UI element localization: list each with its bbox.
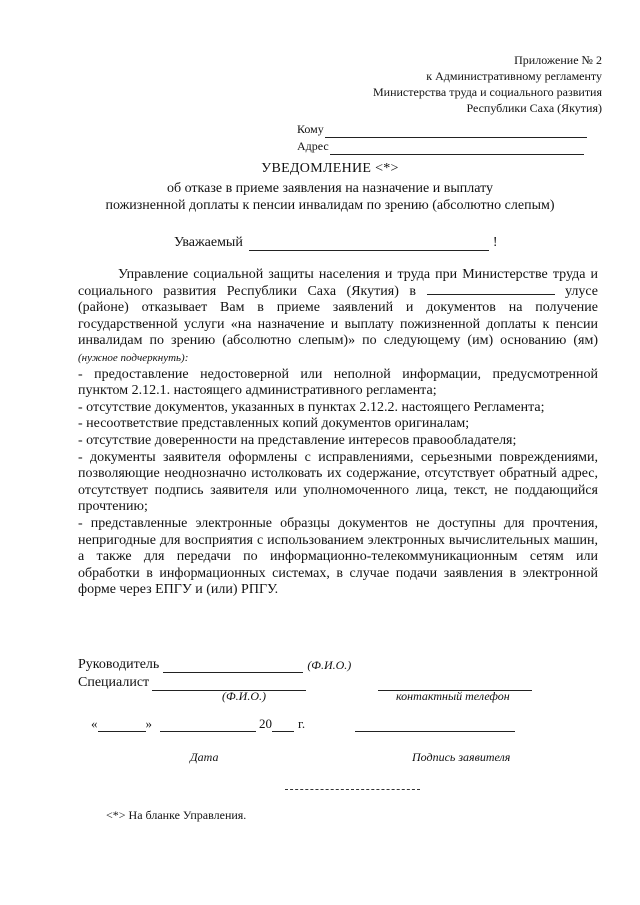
recipient-block — [297, 121, 587, 155]
signature-section — [78, 655, 598, 691]
date-month-line — [160, 719, 256, 732]
recipient-to-line — [325, 125, 587, 138]
reason-item: - несоответствие представленных копий документов оригиналам; — [78, 416, 470, 432]
date-close-quote: » — [145, 716, 152, 731]
notice-title-block — [60, 160, 600, 214]
appendix-header — [373, 52, 602, 116]
applicant-signature-line — [355, 719, 515, 732]
appendix-header-line: Министерства труда и социального развития — [372, 85, 602, 99]
appendix-header-line: Приложение № 2 — [514, 53, 602, 67]
specialist-label: Специалист — [78, 675, 150, 690]
recipient-address-label: Адрес — [297, 139, 329, 153]
intro-paragraph — [78, 267, 598, 367]
greeting-exclamation: ! — [492, 235, 498, 250]
recipient-address-line — [330, 142, 584, 155]
reason-item: - отсутствие доверенности на представление интересов правообладателя; — [78, 432, 517, 448]
recipient-to-row — [297, 121, 587, 138]
reason-item: - предоставление недостоверной или неполной информации, предусмотренной пунктом 2.12.1. настоящего административного регламента; — [78, 366, 598, 399]
appendix-header-line: Республики Саха (Якутия) — [466, 101, 602, 115]
date-year-suffix: г. — [298, 716, 306, 731]
notice-body — [78, 267, 598, 599]
separator-line — [285, 789, 420, 790]
recipient-address-row — [297, 138, 587, 155]
notice-title: УВЕДОМЛЕНИЕ <*> — [261, 161, 399, 176]
reason-item: - представленные электронные образцы документов не доступны для прочтения, непригодные для восприятия с использованием электронных вычислительных машин, а также для передачи по информационно-телекоммуникационным сетям или обработки в информационных системах, в случае подачи заявления в электронной форме через ЕПГУ и (или) РПГУ. — [78, 515, 598, 598]
specialist-fio-caption: (Ф.И.О.) — [222, 689, 266, 703]
date-caption: Дата — [190, 750, 219, 764]
date-year-line — [272, 719, 294, 732]
greeting — [174, 235, 498, 251]
date-day-line — [98, 719, 146, 732]
date-year-prefix: 20 — [259, 716, 272, 731]
head-fio-caption: (Ф.И.О.) — [307, 658, 352, 672]
reason-item: - документы заявителя оформлены с исправлениями, серьезными повреждениями, позволяющие неоднозначно истолковать их содержание, отсутствует обратный адрес, отсутствует подпись заявителя или уполномоченного лица, текст, не поддающийся прочтению; — [78, 449, 598, 515]
applicant-signature-caption: Подпись заявителя — [412, 750, 511, 764]
specialist-signature-row — [78, 673, 598, 691]
head-signature-row — [78, 655, 598, 673]
date-row — [91, 716, 515, 732]
intro-text-part1: Управление социальной защиты населения и труда при Министерстве труда и социального развития Республики Саха (Якутия) в — [78, 267, 598, 299]
head-label: Руководитель — [78, 657, 160, 672]
intro-text-part2: улусе (районе) отказывает Вам в приеме заявлений и документов на получение государственной услуги «на назначение и выплату пожизненной доплаты к пенсии инвалидам по зрению (абсолютно слепым)» по следующему (им) основанию (ям) — [78, 283, 598, 349]
greeting-label: Уважаемый — [174, 235, 243, 250]
greeting-name-line — [249, 237, 489, 251]
notice-subtitle-line: об отказе в приеме заявления на назначение и выплату — [166, 181, 494, 196]
footnote: <*> На бланке Управления. — [106, 808, 247, 822]
appendix-header-line: к Административному регламенту — [426, 69, 602, 83]
notice-subtitle-line: пожизненной доплаты к пенсии инвалидам по зрению (абсолютно слепым) — [105, 198, 555, 213]
date-open-quote: « — [91, 716, 98, 731]
head-signature-line — [163, 660, 303, 673]
reason-item: - отсутствие документов, указанных в пунктах 2.12.2. настоящего Регламента; — [78, 399, 545, 415]
recipient-to-label: Кому — [297, 122, 324, 136]
intro-note: (нужное подчеркнуть): — [78, 351, 189, 364]
phone-caption: контактный телефон — [396, 689, 510, 703]
district-blank-line — [427, 284, 555, 295]
